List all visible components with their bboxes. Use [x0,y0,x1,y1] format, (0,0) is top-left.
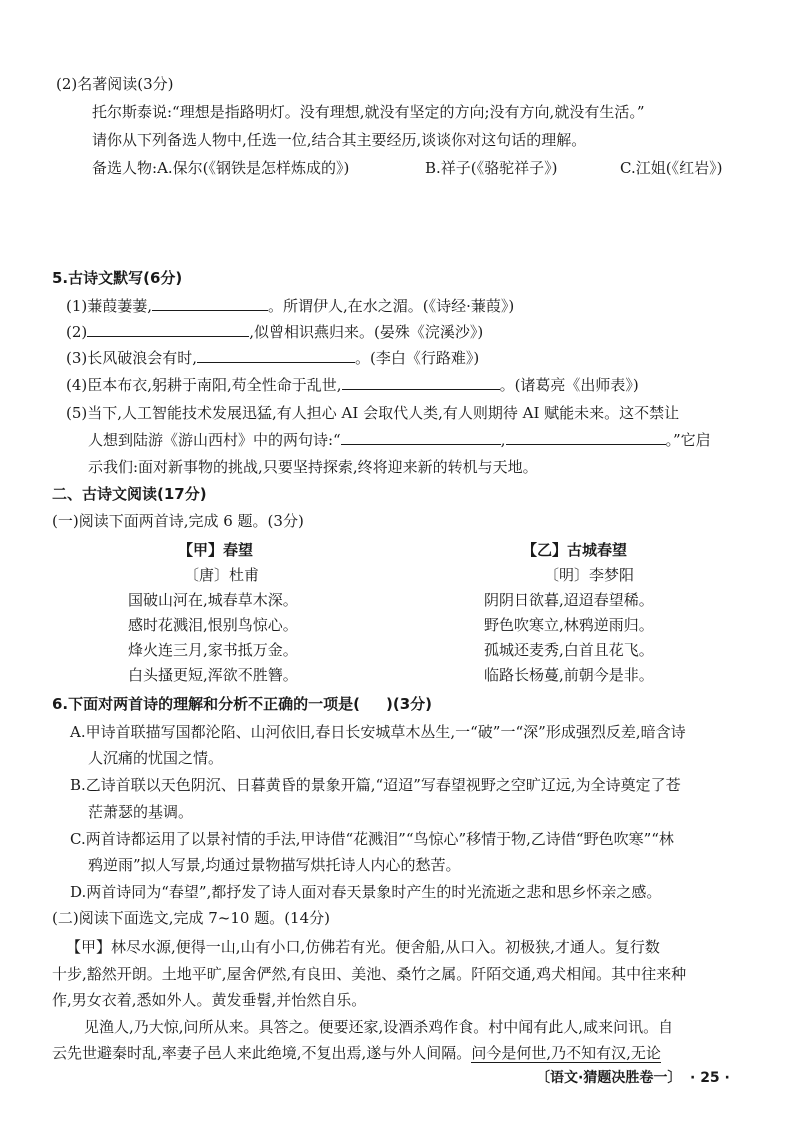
answer-blank[interactable] [342,375,500,390]
q6-option-a: A.甲诗首联描写国都沦陷、山河依旧,春日长安城草木丛生,一“破”一“深”形成强烈反差,暗含诗 [70,723,686,741]
page-number: · 25 · [690,1070,730,1086]
q5-2-prefix: (2) [66,323,88,341]
q5-2-suffix: ,似曾相识燕归来。(晏殊《浣溪沙》) [249,323,484,341]
poem-a-line: 烽火连三月,家书抵万金。 [128,641,298,659]
answer-blank[interactable] [197,348,355,363]
q5-heading: 5.古诗文默写(6分) [52,269,183,287]
q5-4-suffix: 。(诸葛亮《出师表》) [499,376,639,394]
q6-stem-score: )(3分) [386,695,433,713]
options-label: 备选人物: [92,159,158,177]
q5-5-suffix: 。”它启 [665,431,711,449]
q6-stem [52,694,432,714]
part-1-heading: (一)阅读下面两首诗,完成 6 题。(3分) [52,512,304,530]
q4-2-quote: 托尔斯泰说:“理想是指路明灯。没有理想,就没有坚定的方向;没有方向,就没有生活。” [92,103,645,121]
q5-5-comma: , [500,431,506,449]
poem-a-title: 【甲】春望 [178,541,254,559]
poem-a-author: 〔唐〕杜甫 [184,566,260,584]
q5-line-5: (5)当下,人工智能技术发展迅猛,有人担心 AI 会取代人类,有人则期待 AI 赋能未来。这不禁让 [66,404,680,422]
q5-3-prefix: (3)长风破浪会有时, [66,349,198,367]
q5-line-1 [66,296,514,316]
answer-blank[interactable] [341,430,501,445]
answer-blank[interactable] [506,430,666,445]
footer-label: 〔语文·猜题决胜卷一〕 [536,1070,682,1086]
part-2-heading: (二)阅读下面选文,完成 7~10 题。(14分) [52,909,330,927]
q6-option-c: C.两首诗都运用了以景衬情的手法,甲诗借“花溅泪”“鸟惊心”移情于物,乙诗借“野色吹寒”“林 [70,830,674,848]
q4-2-prompt: 请你从下列备选人物中,任选一位,结合其主要经历,谈谈你对这句话的理解。 [92,131,587,149]
q5-1-prefix: (1)蒹葭萋萋, [66,297,153,315]
poem-b-author: 〔明〕李梦阳 [544,566,635,584]
passage-line: 作,男女衣着,悉如外人。黄发垂髫,并怡然自乐。 [52,991,367,1009]
q6-stem-text: 6.下面对两首诗的理解和分析不正确的一项是( [52,695,360,713]
q6-option-b: B.乙诗首联以天色阴沉、日暮黄昏的景象开篇,“迢迢”写春望视野之空旷辽远,为全诗奠定了苍 [70,776,681,794]
poem-b-line: 阴阴日欲暮,迢迢春望稀。 [484,591,654,609]
option-a: A.保尔(《钢铁是怎样炼成的》) [157,159,350,177]
passage-line: 见渔人,乃大惊,问所从来。具答之。便要还家,设酒杀鸡作食。村中闻有此人,咸来问讯。自 [84,1018,674,1036]
poem-a-line: 白头搔更短,浑欲不胜簪。 [128,666,298,684]
q4-2-options-row [92,158,349,178]
q6-option-d: D.两首诗同为“春望”,都抒发了诗人面对春天景象时产生的时光流逝之悲和思乡怀亲之感。 [70,883,662,901]
q5-line-3 [66,348,479,368]
q5-line-2 [66,322,483,342]
q5-line-5c: 示我们:面对新事物的挑战,只要坚持探索,终将迎来新的转机与天地。 [88,458,538,476]
q5-1-suffix: 。所谓伊人,在水之湄。(《诗经·蒹葭》) [268,297,515,315]
underlined-passage: 问今是何世,乃不知有汉,无论 [471,1044,661,1062]
answer-blank[interactable] [152,296,268,311]
poem-b-line: 孤城还麦秀,白首且花飞。 [484,641,654,659]
passage-line [52,1043,661,1063]
poem-a-line: 感时花溅泪,恨别鸟惊心。 [128,616,298,634]
section-2-heading: 二、古诗文阅读(17分) [52,485,207,503]
q6-option-a-cont: 人沉痛的忧国之情。 [88,749,224,767]
poem-a-line: 国破山河在,城春草木深。 [128,591,298,609]
q6-option-b-cont: 茫萧瑟的基调。 [88,803,194,821]
q5-5-prefix: 人想到陆游《游山西村》中的两句诗:“ [88,431,341,449]
q5-line-5b [88,430,711,450]
q5-3-suffix: 。(李白《行路难》) [355,349,480,367]
option-c: C.江姐(《红岩》) [620,159,723,177]
poem-b-line: 野色吹寒立,林鸦逆雨归。 [484,616,654,634]
q5-line-4 [66,375,639,395]
q6-option-c-cont: 鸦逆雨”拟人写景,均通过景物描写烘托诗人内心的愁苦。 [88,856,461,874]
poem-b-line: 临路长杨蔓,前朝今是非。 [484,666,654,684]
answer-blank[interactable] [87,322,249,337]
option-b: B.祥子(《骆驼祥子》) [425,159,558,177]
passage-text: 云先世避秦时乱,率妻子邑人来此绝境,不复出焉,遂与外人间隔。 [52,1044,472,1062]
passage-line: 【甲】林尽水源,便得一山,山有小口,仿佛若有光。便舍船,从口入。初极狭,才通人。复行数 [66,938,660,956]
q4-2-heading: (2)名著阅读(3分) [56,75,174,93]
passage-line: 十步,豁然开朗。土地平旷,屋舍俨然,有良田、美池、桑竹之属。阡陌交通,鸡犬相闻。其中往来种 [52,965,687,983]
poem-b-title: 【乙】古城春望 [522,541,628,559]
q5-4-prefix: (4)臣本布衣,躬耕于南阳,苟全性命于乱世, [66,376,342,394]
